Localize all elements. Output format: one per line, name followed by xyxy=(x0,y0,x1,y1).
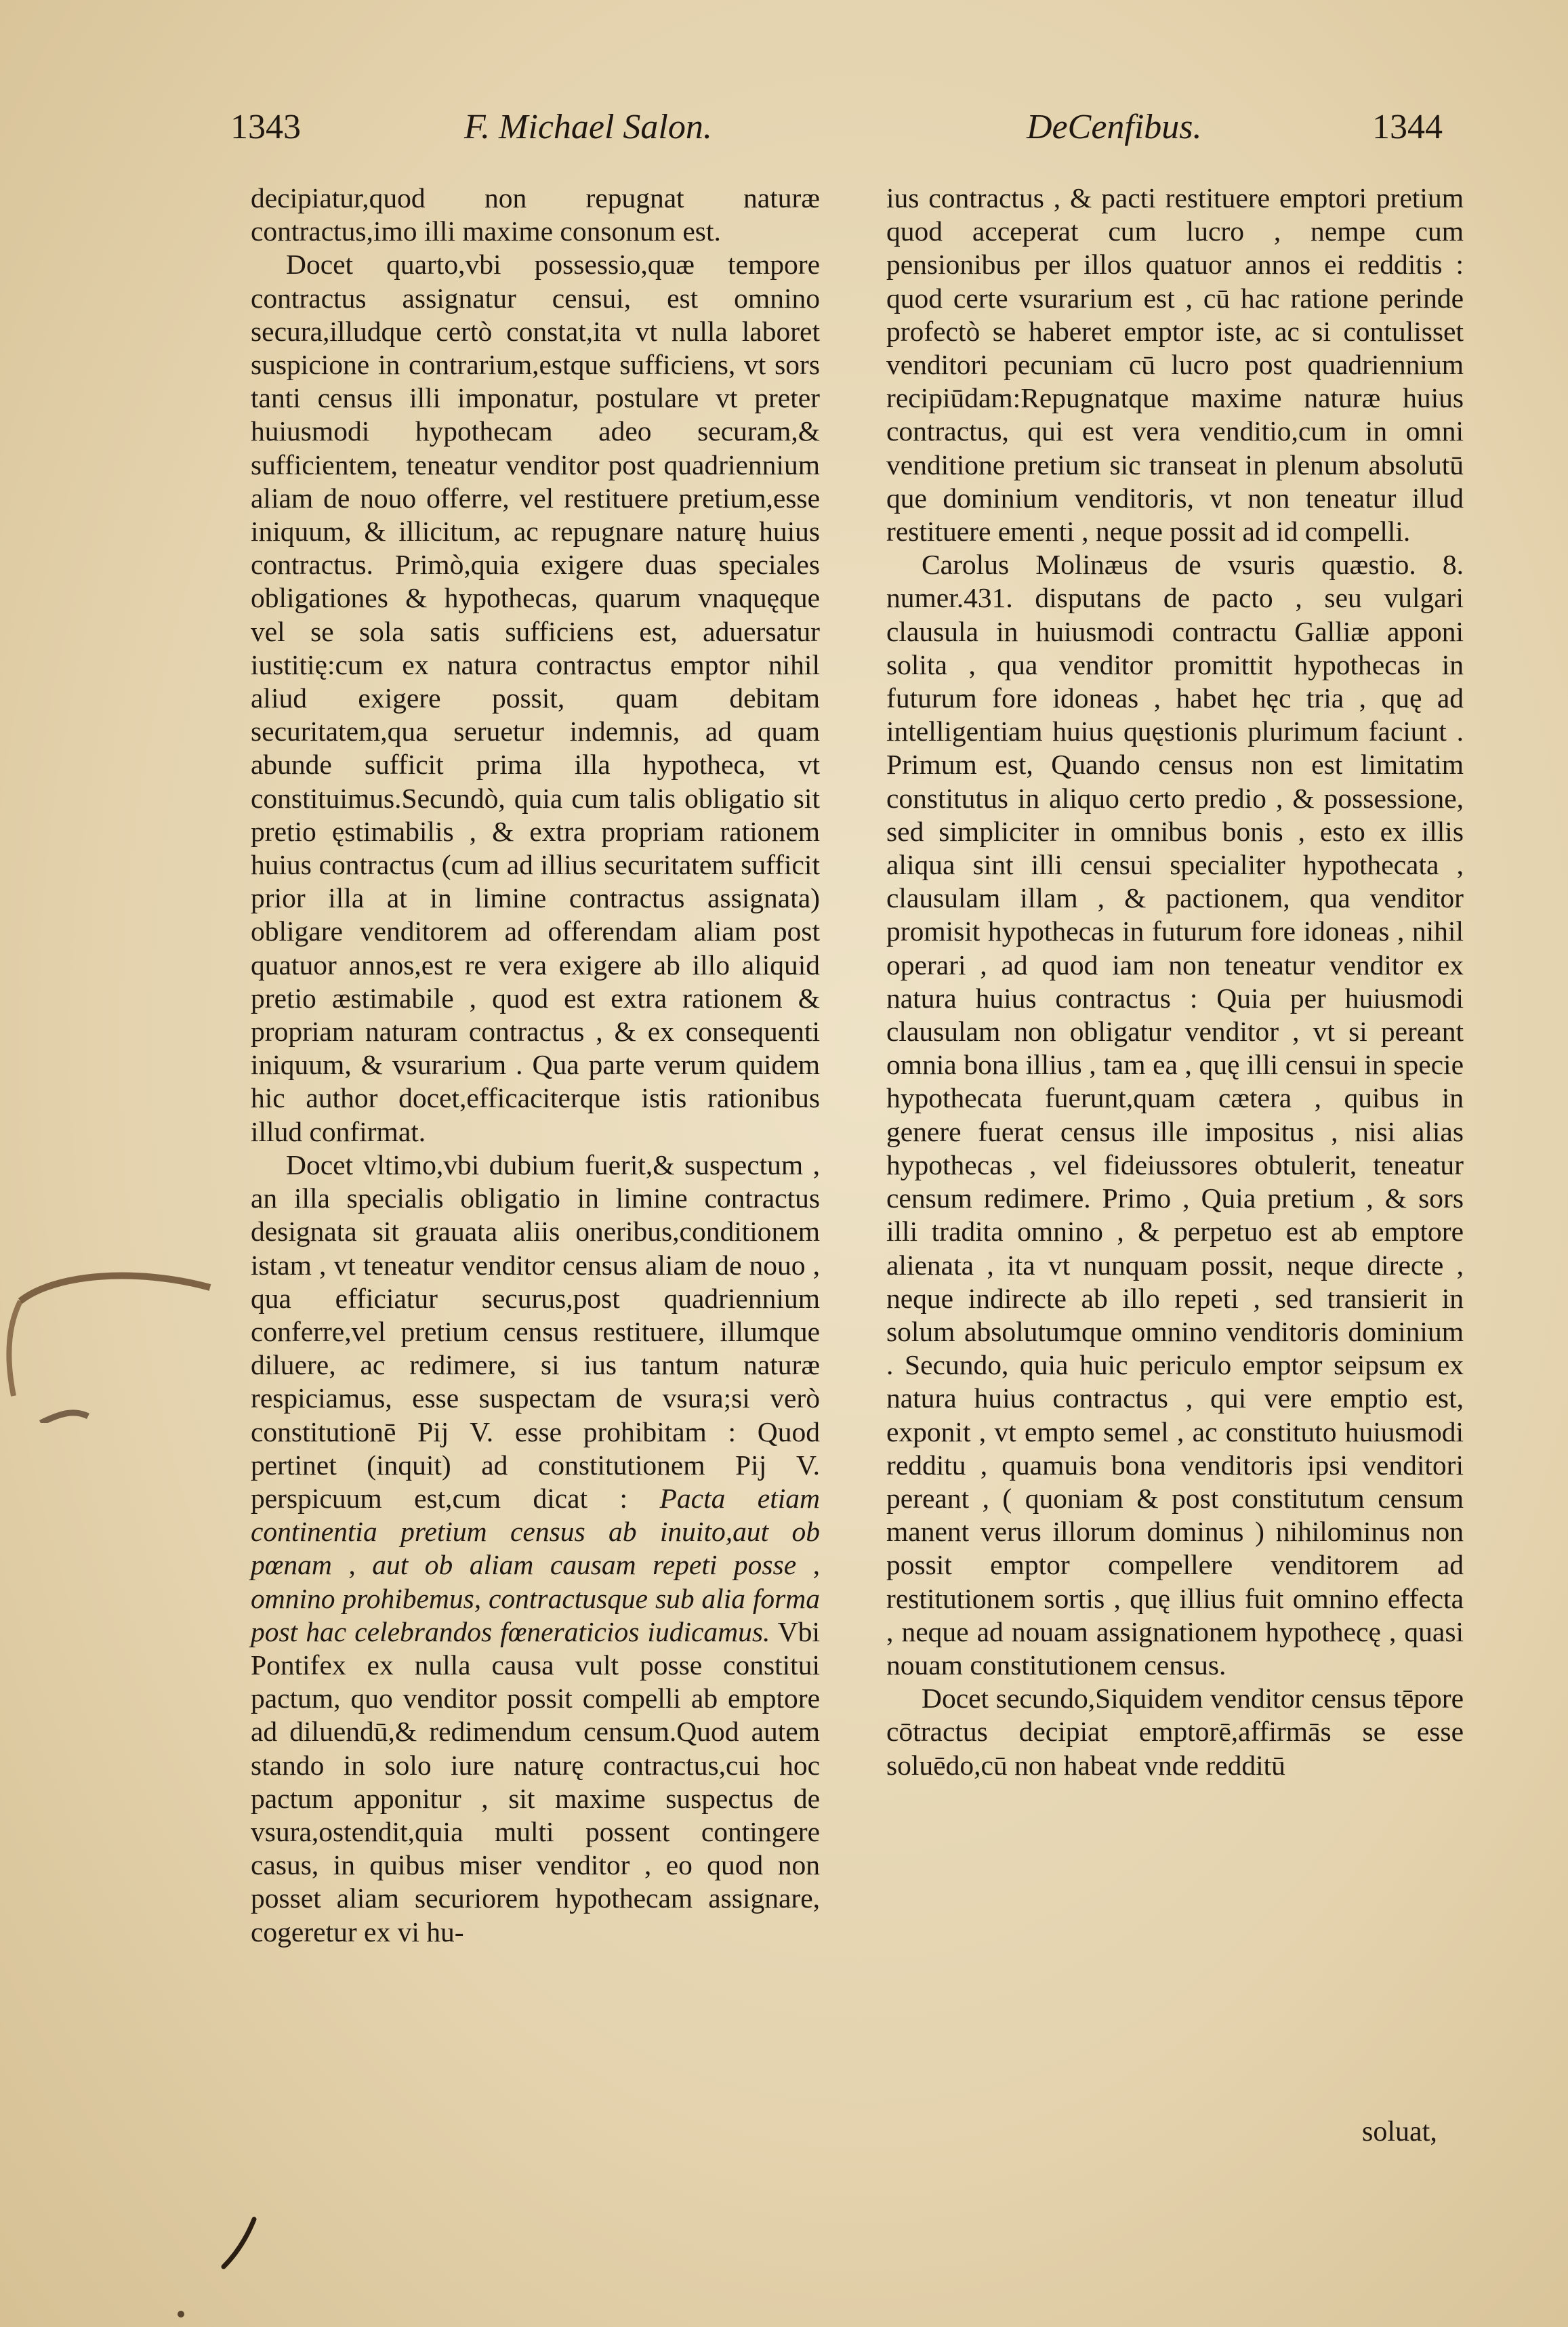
catchword: soluat, xyxy=(1362,2116,1437,2147)
ink-dot xyxy=(178,2311,184,2318)
paragraph: ius contractus , & pacti restituere emptori pretium quod acceperat cum lucro , nempe cum pensionibus per illos quatuor annos ei redditis : quod certe vsurarium est , cū hac ratione perinde profectò se haberet emptor iste, ac si contulisset venditori pecuniam cū lucro post quadriennium recipiūdam:Repugnatque maxime naturæ huius contractus, qui est vera venditio,cum in omni venditione pretium sic transeat in plenum absolutū que dominium venditoris, vt non teneatur illud restituere ementi , neque possit ad id compelli. xyxy=(886,182,1464,548)
page-number-right: 1344 xyxy=(1372,108,1443,146)
running-header xyxy=(230,107,1457,161)
page-number-left: 1343 xyxy=(230,108,301,146)
paragraph: Docet secundo,Siquidem venditor census tēpore cōtractus decipiat emptorē,affirmās se esse soluēdo,cū non habeat vnde redditū xyxy=(886,1683,1464,1781)
pen-stroke-mark xyxy=(217,2216,264,2270)
margin-stain-mark xyxy=(0,1260,217,1423)
quoted-constitution: Pacta etiam continentia pretium census ab inuito,aut ob pœnam , aut ob aliam causam repeti posse , omnino prohibemus, contractusque sub alia forma post hac celebrandos fœneraticios iudicamus. xyxy=(251,1482,820,1647)
paragraph: Docet quarto,vbi possessio,quæ tempore contractus assignatur censui, est omnino secura,illudque certò constat,ita vt nulla laboret suspicione in contrarium,estque sufficiens, vt sors tanti census illi imponatur, postulare vt preter huiusmodi hypothecam adeo securam,& sufficientem, teneatur venditor post quadriennium aliam de nouo offerre, vel restituere pretium,esse iniquum, & illicitum, ac repugnare naturę huius contractus. Primò,quia exigere duas speciales obligationes & hypothecas, quarum vnaquęque vel se sola satis sufficiens est, aduersatur iustitię:cum ex natura contractus emptor nihil aliud exigere possit, quam debitam securitatem,qua seruetur indemnis, ad quam abunde sufficit prima illa hypotheca, vt constituimus.Secundò, quia cum talis obligatio sit pretio ęstimabilis , & extra propriam rationem huius contractus (cum ad illius securitatem sufficit prior illa at in limine contractus assignata) obligare venditorem ad offerendam aliam post quatuor annos,est re vera exigere ab illo aliquid pretio æstimabile , quod est extra rationem & propriam naturam contractus , & ex consequenti iniquum, & vsurarium . Qua parte verum quidem hic author docet,efficaciterque istis rationibus illud confirmat. xyxy=(251,249,820,1147)
left-column xyxy=(251,182,820,1949)
right-column xyxy=(886,182,1464,1782)
paragraph-text: Vbi Pontifex ex nulla causa vult posse constitui pactum, quo venditor possit compelli ab emptore ad diluendū,& redimendum censum.Quod autem stando in solo iure naturę contractus,cui hoc pactum apponitur , sit maxime suspectus de vsura,ostendit,quia multi possent contingere casus, in quibus miser venditor , eo quod non posset aliam securiorem hypothecam assignare, cogeretur ex vi hu- xyxy=(251,1615,820,1948)
paragraph xyxy=(251,1149,820,1949)
author-running-head: F. Michael Salon. xyxy=(464,108,712,146)
paragraph-text: Docet vltimo,vbi dubium fuerit,& suspectum , an illa specialis obligatio in limine contractus designata sit grauata aliis oneribus,conditionem istam , vt teneatur venditor census aliam de nouo , qua efficiatur securus,post quadriennium conferre,vel pretium census restituere, illumque diluere, ac redimere, si ius tantum naturæ respiciamus, esse suspectam de vsura;si verò constitutionē Pij V. esse prohibitam : Quod pertinet (inquit) ad constitutionem Pij V. perspicuum est,cum dicat : xyxy=(251,1149,820,1514)
paragraph: decipiatur,quod non repugnat naturæ contractus,imo illi maxime consonum est. xyxy=(251,182,820,247)
title-running-head: DeCenfibus. xyxy=(1027,108,1202,146)
paragraph: Carolus Molinæus de vsuris quæstio. 8. numer.431. disputans de pacto , seu vulgari clausula in huiusmodi contractu Galliæ apponi solita , qua venditor promittit hypothecas in futurum fore idoneas , habet hęc tria , quę ad intelligentiam huius quęstionis plurimum faciunt . Primum est, Quando census non est limitatim constitutus in aliquo certo predio , & possessione, sed simpliciter in omnibus bonis , esto ex illis aliqua sint illi censui specialiter hypothecata , clausulam illam , & pactionem, qua venditor promisit hypothecas in futurum fore idoneas , nihil operari , ad quod iam non teneatur venditor ex natura huius contractus : Quia per huiusmodi clausulam non obligatur venditor , vt si pereant omnia bona illius , tam ea , quę illi censui in specie hypothecata fuerunt,quam cætera , quibus in genere fuerat census ille impositus , nisi alias hypothecas , vel fideiussores obtulerit, teneatur censum redimere. Primo , Quia pretium , & sors illi tradita omnino , & perpetuo est ab emptore alienata , ita vt nunquam possit, neque directe , neque indirecte ab illo repeti , sed transierit in solum absolutumque omnino venditoris dominium . Secundo, quia huic periculo emptor seipsum ex natura huius contractus , qui vere emptio est, exponit , vt empto semel , ac constituto huiusmodi redditu , quamuis bona venditoris ipsi venditori pereant , ( quoniam & post constitutum censum manent verus illorum dominus ) nihilominus non possit emptor compellere venditorem ad restitutionem sortis , quę illius fuit omnino effecta , neque ad nouam assignationem hypothecę , quasi nouam constitutionem census. xyxy=(886,549,1464,1681)
